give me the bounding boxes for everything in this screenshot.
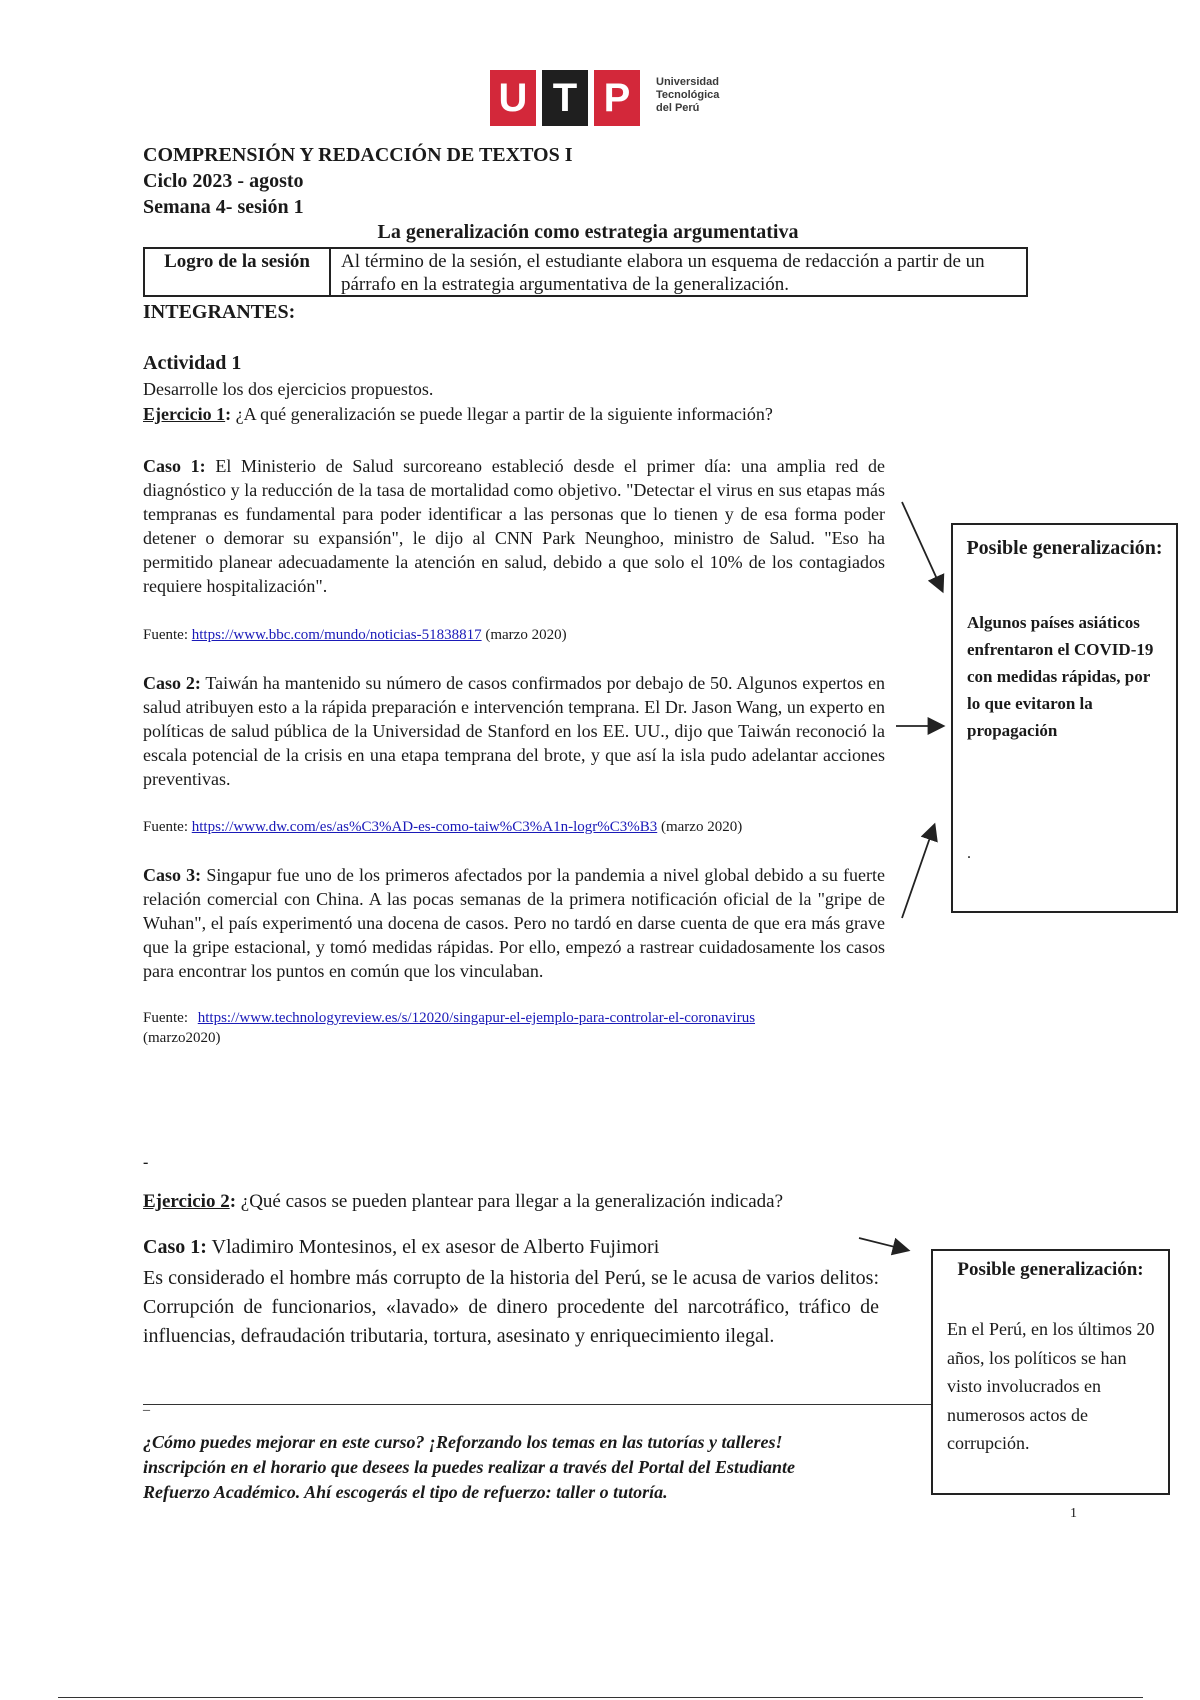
logo-letter-u: U — [490, 70, 536, 126]
week-label: Semana 4- sesión 1 — [143, 196, 304, 218]
logro-table — [143, 247, 1028, 297]
ej1-caso2-source: Fuente: https://www.dw.com/es/as%C3%AD-es-como-taiw%C3%A1n-logr%C3%B3 (marzo 2020) — [143, 819, 743, 835]
course-title: COMPRENSIÓN Y REDACCIÓN DE TEXTOS I — [143, 144, 573, 166]
logo-letter-p: P — [594, 70, 640, 126]
footer-dash: _ — [143, 1398, 150, 1413]
logo-letter-t: T — [542, 70, 588, 126]
caso-label: Caso 2: — [143, 673, 201, 693]
actividad-title: Actividad 1 — [143, 352, 242, 374]
box-text: En el Perú, en los últimos 20 años, los políticos se han visto involucrados en numerosos actos de corrupción. — [947, 1319, 1155, 1453]
caso-text: Singapur fue uno de los primeros afectados por la pandemia a nivel global debido a su fuerte relación comercial con China. A las pocas semanas de la primera notificación oficial de la "gripe de Wuhan", el país experimentó una docena de casos. Pero no tardó en darse cuenta de que era más grave que la gripe estacional, y tomó medidas rápidas. Por ello, empezó a rastrear cuidadosamente los casos para encontrar los puntos en común que los vinculaban. — [143, 865, 886, 981]
box-answer: Algunos países asiáticos enfrentaron el COVID-19 con medidas rápidas, por lo que evitaron la propagación — [967, 613, 1154, 740]
caso-label: Caso 1: — [143, 456, 206, 476]
bottom-rule — [58, 1697, 1143, 1698]
stray-dash: - — [143, 1154, 149, 1171]
ej2-caso1-text: Es considerado el hombre más corrupto de la historia del Perú, se le acusa de varios delitos: Corrupción de funcionarios, «lavado» de dinero procedente del narcotráfico, tráfico de influencias, defraudación tributaria, tortura, asesinato y enriquecimiento ilegal. — [143, 1267, 879, 1347]
integrantes-label: INTEGRANTES: — [143, 301, 296, 323]
source-link[interactable]: https://www.bbc.com/mundo/noticias-51838817 — [191, 627, 482, 643]
generalization-box-1 — [951, 523, 1178, 913]
ej1-caso2 — [143, 671, 885, 791]
caso-text: Taiwán ha mantenido su número de casos confirmados por debajo de 50. Algunos expertos en salud atribuyen esto a la rápida preparación e intervención temprana. El Dr. Jason Wang, un experto en políticas de salud pública de la Universidad de Stanford en los EE. UU., dijo que Taiwán reconoció la escala potencial de la crisis en una etapa temprana del brote, y que así la isla pudo adelantar acciones preventivas. — [143, 673, 885, 789]
arrows-ej1 — [880, 490, 960, 930]
ej1-caso1-source: Fuente: https://www.bbc.com/mundo/noticias-51838817 (marzo 2020) — [143, 627, 567, 643]
actividad-instruction: Desarrolle los dos ejercicios propuestos. — [143, 379, 434, 399]
session-title: La generalización como estrategia argumentativa — [377, 221, 799, 243]
generalization-box-2 — [931, 1249, 1170, 1495]
ejercicio2-question: Ejercicio 2: ¿Qué casos se pueden plantear para llegar a la generalización indicada? — [143, 1191, 784, 1212]
ej1-caso3 — [143, 863, 885, 983]
caso-label: Caso 3: — [143, 865, 202, 885]
ej1-caso1 — [143, 454, 885, 598]
source-link[interactable]: https://www.dw.com/es/as%C3%AD-es-como-taiw%C3%A1n-logr%C3%B3 — [191, 819, 658, 835]
arrow-caso3 — [902, 826, 934, 918]
ejercicio1-label: Ejercicio 1 — [143, 404, 226, 424]
source-link[interactable]: https://www.technologyreview.es/s/12020/singapur-el-ejemplo-para-controlar-el-coronavirus — [197, 1010, 756, 1026]
box-dot: . — [967, 845, 971, 862]
logro-label: Logro de la sesión — [145, 249, 331, 295]
ejercicio2-question-text: ¿Qué casos se pueden plantear para llegar a la generalización indicada? — [240, 1191, 784, 1212]
ej1-caso3-source: Fuente: https://www.technologyreview.es/s/12020/singapur-el-ejemplo-para-controlar-el-coronavirus (marzo2020) — [143, 1010, 756, 1046]
box-title: Posible generalización: — [966, 537, 1163, 559]
ejercicio2-label: Ejercicio 2 — [143, 1191, 230, 1212]
arrow-caso1 — [902, 502, 942, 590]
box-title: Posible generalización: — [957, 1259, 1144, 1280]
ej2-caso1-title: Caso 1: Vladimiro Montesinos, el ex asesor de Alberto Fujimori — [143, 1236, 660, 1258]
reinforcement-note: ¿Cómo puedes mejorar en este curso? ¡Reforzando los temas en las tutorías y talleres! inscripción en el horario que desees la puedes realizar a través del Portal del Estudiante Refuerzo Académico. Ahí escogerás el tipo de refuerzo: taller o tutoría. — [143, 1432, 795, 1502]
page-number: 1 — [1070, 1506, 1077, 1521]
logro-text: Al término de la sesión, el estudiante elabora un esquema de redacción a partir de un párrafo en la estrategia argumentativa de la generalización. — [341, 251, 985, 295]
utp-logo — [490, 70, 730, 126]
ejercicio1-question: Ejercicio 1: ¿A qué generalización se puede llegar a partir de la siguiente información? — [143, 404, 773, 424]
divider — [143, 1404, 933, 1405]
logo-brand-text: Universidad Tecnológica del Perú — [656, 76, 720, 114]
ejercicio1-question-text: ¿A qué generalización se puede llegar a partir de la siguiente información? — [235, 404, 773, 424]
cycle-label: Ciclo 2023 - agosto — [143, 170, 304, 192]
arrow-ej2 — [855, 1230, 915, 1260]
caso-text: El Ministerio de Salud surcoreano estableció desde el primer día: una amplia red de diagnóstico y la reducción de la tasa de mortalidad como objetivo. "Detectar el virus en sus etapas más tempranas es fundamental para poder identificar a las personas que lo tienen y de esa forma poder detener o demorar su expansión", le dijo al CNN Park Neunghoo, ministro de Salud. "Eso ha permitido planear adecuadamente la atención en salud, debido a que solo el 10% de los contagiados requiere hospitalización". — [143, 456, 886, 596]
